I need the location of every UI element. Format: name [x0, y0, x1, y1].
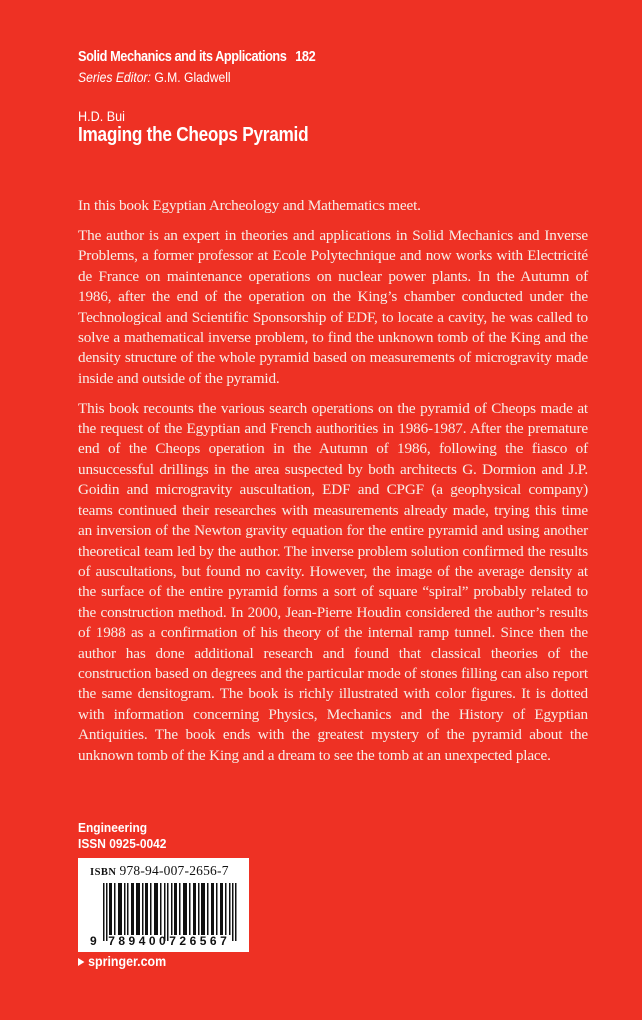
- blurb-paragraph: This book recounts the various search operations on the pyramid of Cheops made at the request of the Egyptian and French authorities in 1986-1987. After the premature end of the Cheops operation in the Autumn of 1986, following the fiasco of unsuccessful drillings in the area suspected by both architects G. Dormion and J.P. Goidin and microgravity auscultation, EDF and CPGF (a geophysical company) teams continued their researches with measurements already made, trying this time an inversion of the Newton gravity equation for the entire pyramid and using another theoretical team led by the author. The inverse problem solution confirmed the results of auscultations, but found no cavity. However, the image of the average density at the surface of the entire pyramid forms a sort of square “spiral” probably related to the construction method. In 2000, Jean-Pierre Houdin considered the author’s results of 1988 as a confirmation of his theory of the internal ramp tunnel. Since then the author has done additional research and found that classical theories of the construction based on degrees and the particular mode of stones filling can also report the same densitogram. The book is richly illustrated with color figures. It is dotted with information concerning Physics, Mechanics and the History of Egyptian Antiquities. The book ends with the greatest mystery of the pyramid about the unknown tomb of the King and a dream to see the tomb at an unexpected place.: [78, 399, 588, 764]
- isbn-barcode: [78, 858, 249, 952]
- issn: ISSN 0925-0042: [78, 836, 167, 851]
- book-author: H.D. Bui: [78, 108, 125, 124]
- series-editor: [78, 70, 231, 85]
- series-editor-name: G.M. Gladwell: [154, 70, 231, 85]
- series-volume: 182: [295, 49, 316, 65]
- blurb-paragraph: In this book Egyptian Archeology and Mathematics meet.: [78, 197, 421, 214]
- book-title: Imaging the Cheops Pyramid: [78, 124, 309, 146]
- series-editor-label: Series Editor:: [78, 70, 151, 85]
- blurb-paragraph: The author is an expert in theories and applications in Solid Mechanics and Inverse Problems, a former professor at Ecole Polytechnique and now works with Electricité de France on maintenance operations on nuclear power plants. In the Autumn of 1986, after the end of the operation on the King’s chamber conducted under the Technological and Scientific Sponsorship of EDF, to locate a cavity, he was called to solve a mathematical inverse problem, to find the unknown tomb of the King and the density structure of the whole pyramid based on measurements of microgravity made inside and outside of the pyramid.: [78, 226, 588, 387]
- triangle-right-icon: [78, 958, 84, 966]
- subject-category: Engineering: [78, 820, 148, 835]
- blurb-text: [78, 196, 588, 775]
- series-name: Solid Mechanics and its Applications: [78, 49, 287, 65]
- publisher-website: springer.com: [88, 954, 167, 969]
- isbn-label: ISBN 978-94-007-2656-7: [90, 863, 229, 878]
- publisher-website-link[interactable]: [78, 954, 166, 969]
- isbn-number: 978-94-007-2656-7: [119, 863, 229, 878]
- barcode-digits: 9 789400726567: [90, 934, 231, 948]
- barcode-bars-icon: [103, 883, 237, 941]
- series-title: [78, 49, 315, 65]
